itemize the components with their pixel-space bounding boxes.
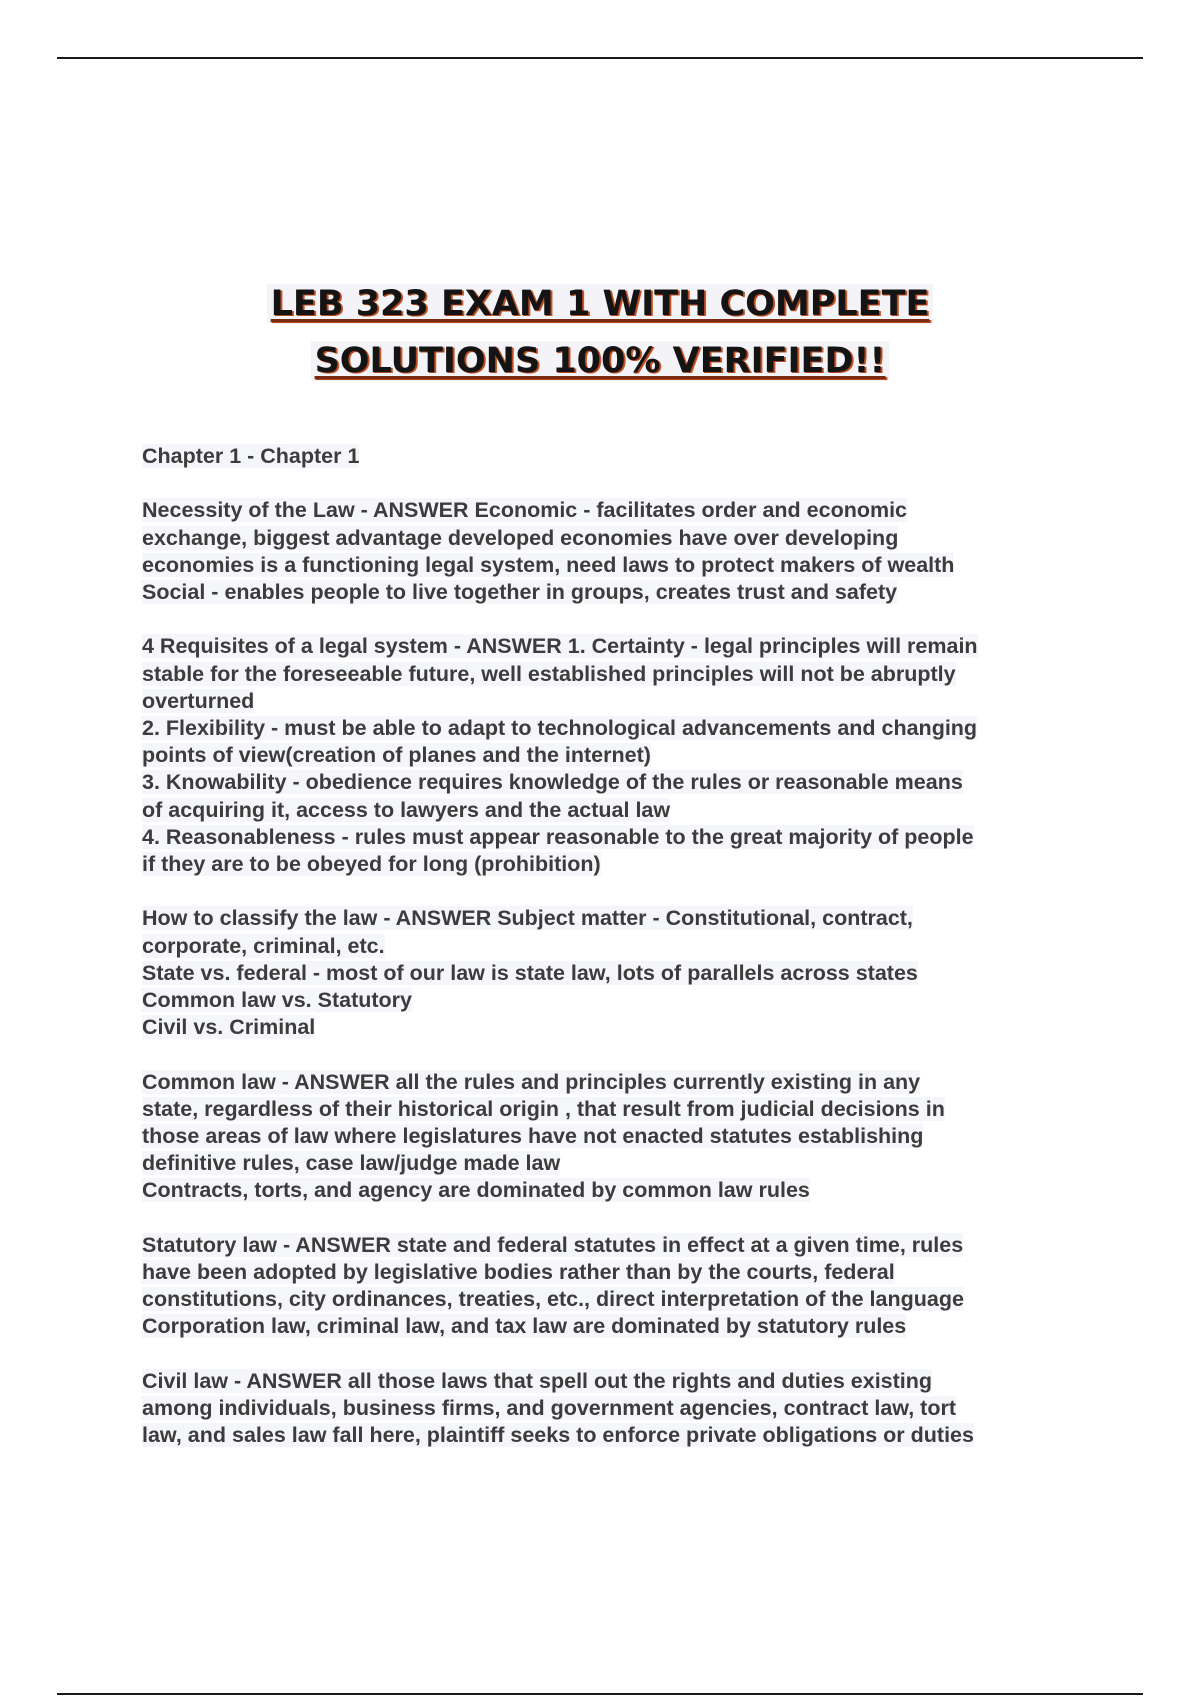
text-line: Common law - ANSWER all the rules and principles currently existing in any — [142, 1069, 921, 1094]
text-line: corporate, criminal, etc. — [142, 933, 385, 958]
top-divider — [57, 57, 1143, 59]
text-line: stable for the foreseeable future, well established principles will not be abruptly — [142, 661, 956, 686]
title-line: LEB 323 EXAM 1 WITH COMPLETE — [0, 276, 1200, 333]
text-line: have been adopted by legislative bodies rather than by the courts, federal — [142, 1260, 895, 1285]
text-line: Social - enables people to live together in groups, creates trust and safety — [142, 580, 898, 604]
paragraph-chapter-heading — [142, 443, 1072, 470]
text-line: 2. Flexibility - must be able to adapt to technological advancements and changing — [142, 716, 978, 740]
text-line: definitive rules, case law/judge made law — [142, 1151, 561, 1176]
text-line: law, and sales law fall here, plaintiff seeks to enforce private obligations or duties — [142, 1423, 974, 1448]
text-line: 4 Requisites of a legal system - ANSWER 1. Certainty - legal principles will remain — [142, 634, 978, 659]
text-line: among individuals, business firms, and government agencies, contract law, tort — [142, 1396, 956, 1421]
text-line: Corporation law, criminal law, and tax law are dominated by statutory rules — [142, 1314, 907, 1339]
title-line: SOLUTIONS 100% VERIFIED!! — [0, 333, 1200, 390]
text-line: 4. Reasonableness - rules must appear reasonable to the great majority of people — [142, 824, 974, 849]
text-line: State vs. federal - most of our law is state law, lots of parallels across states — [142, 960, 918, 985]
text-line: constitutions, city ordinances, treaties, etc., direct interpretation of the language — [142, 1287, 964, 1312]
text-line: Contracts, torts, and agency are dominated by common law rules — [142, 1178, 810, 1203]
text-line: Civil law - ANSWER all those laws that spell out the rights and duties existing — [142, 1368, 933, 1393]
text-line: 3. Knowability - obedience requires knowledge of the rules or reasonable means — [142, 770, 963, 795]
text-line: How to classify the law - ANSWER Subject matter - Constitutional, contract, — [142, 906, 913, 931]
text-line: state, regardless of their historical origin , that result from judicial decisions in — [142, 1096, 945, 1121]
text-line: Chapter 1 - Chapter 1 — [142, 444, 360, 468]
text-line: those areas of law where legislatures have not enacted statutes establishing — [142, 1124, 924, 1149]
text-line: Common law vs. Statutory — [142, 988, 412, 1013]
text-line: exchange, biggest advantage developed economies have over developing — [142, 525, 899, 550]
paragraph-common-law — [142, 1069, 1072, 1205]
paragraph-classify-law — [142, 905, 1072, 1041]
document-title — [0, 276, 1200, 390]
paragraph-necessity-of-law — [142, 497, 1072, 606]
text-line: Statutory law - ANSWER state and federal statutes in effect at a given time, rules — [142, 1232, 964, 1257]
document-body — [142, 443, 1072, 1477]
paragraph-requisites — [142, 633, 1072, 878]
bottom-divider — [57, 1693, 1143, 1695]
paragraph-statutory-law — [142, 1232, 1072, 1341]
text-line: Civil vs. Criminal — [142, 1015, 316, 1040]
text-line: if they are to be obeyed for long (prohibition) — [142, 852, 601, 877]
text-line: overturned — [142, 688, 255, 713]
paragraph-civil-law — [142, 1368, 1072, 1450]
text-line: Necessity of the Law - ANSWER Economic - facilitates order and economic — [142, 498, 908, 523]
text-line: of acquiring it, access to lawyers and the actual law — [142, 797, 671, 822]
text-line: economies is a functioning legal system, need laws to protect makers of wealth — [142, 552, 955, 577]
text-line: points of view(creation of planes and the internet) — [142, 743, 651, 768]
